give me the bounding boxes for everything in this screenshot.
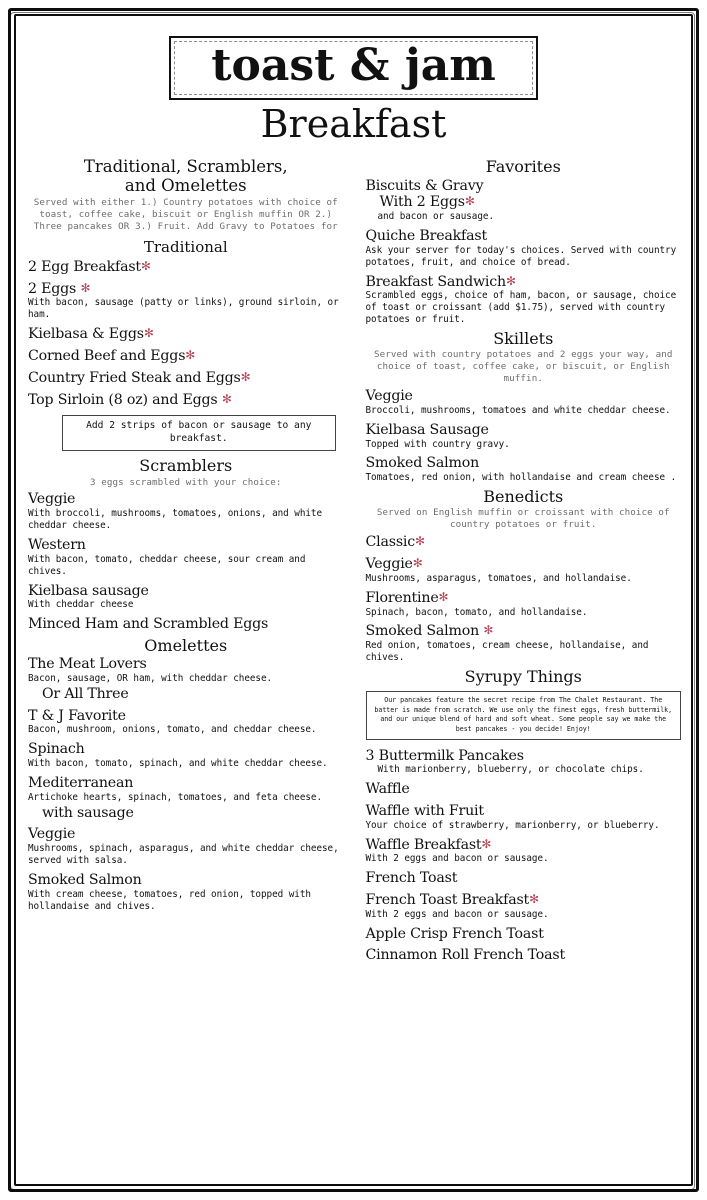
menu-item[interactable]: [366, 892, 682, 921]
menu-item-description: With 2 eggs and bacon or sausage.: [365, 908, 549, 920]
asterisk-icon: ✻: [438, 589, 449, 604]
menu-item-name: Florentine✻: [365, 589, 449, 606]
menu-item-name: Waffle: [365, 781, 410, 798]
traditional-items: [28, 259, 344, 408]
menu-item-name: Smoked Salmon: [28, 871, 142, 888]
menu-item-description: Broccoli, mushrooms, tomatoes and white cheddar cheese.: [365, 404, 671, 416]
menu-item[interactable]: [366, 422, 682, 451]
menu-item-name: 2 Eggs ✻: [28, 280, 91, 297]
menu-item[interactable]: [366, 228, 682, 269]
subsection-heading-traditional: Traditional: [143, 237, 228, 256]
asterisk-icon: ✻: [412, 556, 423, 571]
section-note-benedicts: Served on English muffin or croissant with choice of country potatoes or fruit.: [376, 507, 670, 531]
menu-item[interactable]: [366, 455, 682, 484]
menu-item-name: Top Sirloin (8 oz) and Eggs ✻: [28, 391, 232, 408]
section-heading-scramblers: Scramblers: [139, 456, 233, 476]
asterisk-icon: ✻: [529, 891, 539, 906]
menu-item-description: With cream cheese, tomatoes, red onion, topped with hollandaise and chives.: [28, 888, 311, 912]
menu-item-description: With marionberry, blueberry, or chocolate chips.: [377, 764, 644, 776]
menu-item-name: Veggie: [28, 826, 76, 843]
asterisk-icon: ✻: [240, 369, 251, 384]
section-note-served-with: Served with either 1.) Country potatoes with choice of toast, coffee cake, biscuit or English muffin OR 2.) Three pancakes OR 3.) Fruit. Add Gravy to Potatoes for: [33, 197, 338, 233]
menu-item-name: Smoked Salmon ✻: [365, 623, 494, 640]
asterisk-icon: ✻: [481, 836, 492, 851]
page-title: Breakfast: [260, 102, 447, 147]
menu-item[interactable]: [28, 370, 344, 387]
benedicts-items: [366, 534, 682, 664]
menu-item-name: French Toast: [365, 870, 458, 887]
section-heading-syrupy-things: Syrupy Things: [464, 666, 582, 686]
menu-item-description: Mushrooms, asparagus, tomatoes, and hollandaise.: [365, 572, 632, 584]
menu-item-subname: Or All Three: [42, 685, 129, 702]
menu-item-name: Cinnamon Roll French Toast: [365, 947, 565, 964]
menu-item-name: Breakfast Sandwich✻: [365, 273, 516, 290]
menu-item-name: Spinach: [28, 741, 85, 758]
menu-item-name: Quiche Breakfast: [365, 227, 487, 244]
menu-item-description: Bacon, mushroom, onions, tomato, and cheddar cheese.: [28, 724, 317, 736]
asterisk-icon: ✻: [505, 273, 516, 288]
menu-item-name: Veggie: [28, 491, 76, 508]
menu-item-subdescription: and bacon or sausage.: [377, 211, 494, 223]
omelettes-items: [28, 656, 344, 912]
menu-item-name: Waffle Breakfast✻: [365, 836, 492, 853]
menu-item-name: Mediterranean: [28, 775, 134, 791]
section-heading-line2: and Omelettes: [124, 176, 247, 196]
menu-item-name: T & J Favorite: [28, 707, 126, 724]
asterisk-icon: ✻: [185, 348, 196, 363]
menu-item-description: Bacon, sausage, OR ham, with cheddar cheese.: [28, 673, 273, 685]
menu-item-name: Veggie✻: [365, 556, 423, 573]
menu-item[interactable]: [366, 870, 682, 887]
menu-item-description: Your choice of strawberry, marionberry, or blueberry.: [365, 819, 660, 831]
menu-item-description: Red onion, tomatoes, cream cheese, hollandaise, and chives.: [365, 640, 649, 664]
menu-item[interactable]: [28, 491, 344, 532]
menu-item-description: Spinach, bacon, tomato, and hollandaise.: [365, 606, 588, 618]
menu-item-description: Artichoke hearts, spinach, tomatoes, and feta cheese.: [28, 791, 323, 803]
section-heading-skillets: Skillets: [493, 328, 554, 348]
favorites-items: [366, 178, 682, 326]
section-note-skillets: Served with country potatoes and 2 eggs your way, and choice of toast, coffee cake, or biscuit, or English muffin.: [374, 349, 673, 385]
section-heading-favorites: Favorites: [485, 157, 561, 177]
menu-item[interactable]: [366, 590, 682, 619]
asterisk-icon: ✻: [483, 623, 494, 638]
menu-item-name: 2 Egg Breakfast✻: [28, 258, 151, 275]
menu-item[interactable]: [28, 326, 344, 343]
menu-item-name: The Meat Lovers: [28, 656, 147, 673]
asterisk-icon: ✻: [140, 258, 151, 273]
menu-item[interactable]: [28, 583, 344, 612]
right-column: [354, 154, 686, 966]
asterisk-icon: ✻: [415, 534, 425, 549]
menu-item-name: Kielbasa Sausage: [365, 421, 489, 438]
menu-item[interactable]: [366, 388, 682, 417]
menu-item[interactable]: [28, 348, 344, 365]
menu-item-name: Kielbasa sausage: [28, 582, 149, 599]
menu-item[interactable]: [28, 741, 344, 770]
menu-item[interactable]: [366, 781, 682, 798]
menu-item[interactable]: [28, 281, 344, 322]
menu-item-name: French Toast Breakfast✻: [365, 891, 539, 908]
menu-columns: [22, 154, 685, 966]
menu-item[interactable]: [28, 537, 344, 578]
menu-item-description: Scrambled eggs, choice of ham, bacon, or sausage, choice of toast or croissant (add $1.75), served with country potatoes or fruit.: [365, 290, 677, 326]
section-heading-traditional-scramblers-omelettes: [28, 158, 344, 196]
menu-item[interactable]: [366, 837, 682, 866]
menu-item-name: Kielbasa & Eggs✻: [28, 326, 154, 343]
menu-item-description: Mushrooms, spinach, asparagus, and white cheddar cheese, served with salsa.: [28, 843, 339, 867]
pancake-story-box: Our pancakes feature the secret recipe from The Chalet Restaurant. The batter is made from scratch. We use only the finest eggs, fresh buttermilk, and our unique blend of hard and soft wheat. Some people say we make the best pancakes - you decide! Enjoy!: [366, 691, 682, 739]
menu-item[interactable]: [366, 803, 682, 832]
menu-item-name: Apple Crisp French Toast: [365, 925, 544, 942]
menu-item[interactable]: [366, 534, 682, 551]
syrupy-items: [366, 748, 682, 965]
menu-item-subname: with sausage: [42, 804, 134, 821]
asterisk-icon: ✻: [80, 280, 91, 295]
menu-item-subname: With 2 Eggs✻: [379, 194, 475, 211]
menu-item-name: Waffle with Fruit: [365, 802, 484, 819]
menu-item[interactable]: [28, 616, 344, 633]
menu-item-name: 3 Buttermilk Pancakes: [365, 747, 524, 764]
menu-item-name: Biscuits & Gravy: [365, 177, 484, 194]
menu-item-name: Minced Ham and Scrambled Eggs: [28, 616, 269, 633]
menu-item[interactable]: [28, 708, 344, 737]
menu-item[interactable]: [28, 775, 344, 821]
menu-item-description: Ask your server for today's choices. Served with country potatoes, fruit, and choice of bread.: [365, 244, 677, 268]
menu-item-description: With bacon, tomato, cheddar cheese, sour cream and chives.: [28, 553, 306, 577]
menu-item[interactable]: [366, 926, 682, 943]
menu-item[interactable]: [28, 826, 344, 867]
menu-item[interactable]: [28, 259, 344, 276]
skillets-items: [366, 388, 682, 484]
restaurant-name: toast & jam: [211, 40, 496, 91]
menu-item[interactable]: [28, 872, 344, 913]
menu-item-description: With cheddar cheese: [28, 599, 134, 611]
scramblers-items: [28, 491, 344, 632]
menu-item[interactable]: [366, 178, 682, 223]
menu-item-name: Veggie: [365, 388, 413, 405]
menu-item-name: Western: [28, 537, 86, 554]
menu-item-description: With broccoli, mushrooms, tomatoes, onions, and white cheddar cheese.: [28, 508, 323, 532]
asterisk-icon: ✻: [464, 194, 475, 209]
asterisk-icon: ✻: [221, 391, 232, 406]
menu-item[interactable]: [366, 748, 682, 777]
asterisk-icon: ✻: [143, 326, 154, 341]
left-column: [22, 154, 354, 966]
restaurant-logo-box: [169, 36, 538, 100]
menu-item-description: With bacon, tomato, spinach, and white cheddar cheese.: [28, 758, 328, 770]
menu-item[interactable]: [366, 556, 682, 585]
section-heading-benedicts: Benedicts: [483, 487, 564, 507]
menu-item-name: Country Fried Steak and Eggs✻: [28, 369, 251, 386]
add-bacon-note-box: Add 2 strips of bacon or sausage to any breakfast.: [62, 415, 336, 451]
menu-item[interactable]: [366, 623, 682, 664]
menu-item-name: Classic✻: [365, 534, 425, 551]
menu-item-description: Topped with country gravy.: [365, 438, 510, 450]
menu-item-name: Smoked Salmon: [365, 455, 480, 472]
section-heading-line1: Traditional, Scramblers,: [83, 157, 288, 177]
menu-item-description: With 2 eggs and bacon or sausage.: [365, 853, 549, 865]
menu-item-description: Tomatoes, red onion, with hollandaise and cream cheese .: [365, 472, 677, 484]
menu-page: [22, 22, 685, 1178]
menu-item[interactable]: [366, 274, 682, 326]
menu-item[interactable]: [366, 947, 682, 964]
section-heading-omelettes: Omelettes: [144, 635, 228, 655]
menu-item[interactable]: [28, 656, 344, 702]
menu-item-description: With bacon, sausage (patty or links), ground sirloin, or ham.: [28, 297, 339, 321]
section-note-scramblers: 3 eggs scrambled with your choice:: [90, 476, 282, 488]
menu-item-name: Corned Beef and Eggs✻: [28, 348, 196, 365]
menu-item[interactable]: [28, 392, 344, 409]
